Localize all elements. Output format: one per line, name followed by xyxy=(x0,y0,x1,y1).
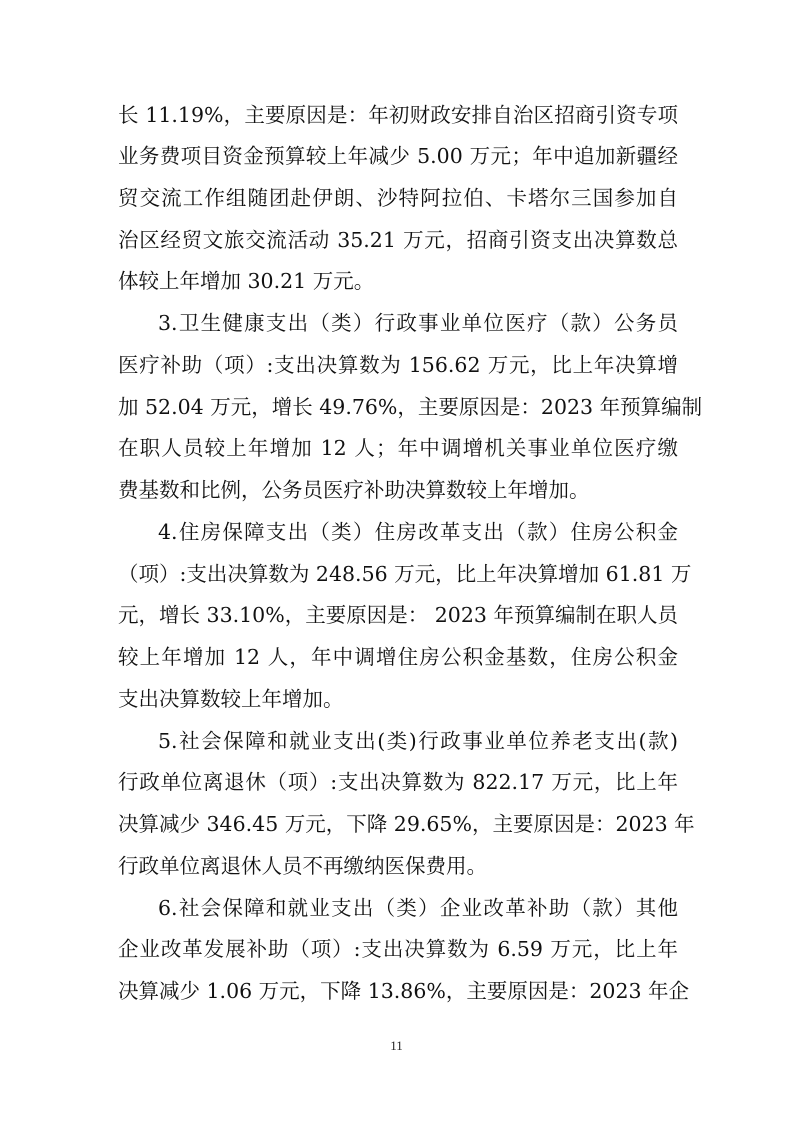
paragraph-3-first-line: 3.卫生健康支出（类）行政事业单位医疗（款）公务员 xyxy=(158,311,678,335)
paragraph-5-first-line: 5.社会保障和就业支出(类)行政事业单位养老支出(款) xyxy=(158,729,678,753)
text-line-15: 支出决算数较上年增加。 xyxy=(118,687,344,711)
text-line-18: 决算减少 346.45 万元，下降 29.65%，主要原因是：2023 年 xyxy=(118,812,695,836)
page-number: 11 xyxy=(390,1038,403,1053)
text-line-5: 体较上年增加 30.21 万元。 xyxy=(118,269,375,293)
text-line-10: 费基数和比例，公务员医疗补助决算数较上年增加。 xyxy=(118,478,590,502)
paragraph-6-first-line: 6.社会保障和就业支出（类）企业改革补助（款）其他 xyxy=(158,896,678,920)
text-line-9: 在职人员较上年增加 12 人；年中调增机关事业单位医疗缴 xyxy=(118,436,678,460)
text-line-14: 较上年增加 12 人，年中调增住房公积金基数，住房公积金 xyxy=(118,645,678,669)
text-line-8: 加 52.04 万元，增长 49.76%，主要原因是：2023 年预算编制 xyxy=(118,395,703,419)
text-line-19: 行政单位离退休人员不再缴纳医保费用。 xyxy=(118,854,487,878)
paragraph-4-first-line: 4.住房保障支出（类）住房改革支出（款）住房公积金 xyxy=(158,520,678,544)
text-line-4: 治区经贸文旅交流活动 35.21 万元，招商引资支出决算数总 xyxy=(118,228,678,252)
text-line-13: 元，增长 33.10%，主要原因是： 2023 年预算编制在职人员 xyxy=(118,603,678,627)
text-line-12: （项）:支出决算数为 248.56 万元，比上年决算增加 61.81 万 xyxy=(118,562,692,586)
text-line-3: 贸交流工作组随团赴伊朗、沙特阿拉伯、卡塔尔三国参加自 xyxy=(118,186,678,210)
text-line-7: 医疗补助（项）:支出决算数为 156.62 万元，比上年决算增 xyxy=(118,353,678,377)
text-line-21: 企业改革发展补助（项）:支出决算数为 6.59 万元，比上年 xyxy=(118,937,678,961)
text-line-1: 长 11.19%，主要原因是：年初财政安排自治区招商引资专项 xyxy=(118,103,678,127)
text-line-22: 决算减少 1.06 万元，下降 13.86%，主要原因是：2023 年企 xyxy=(118,979,690,1003)
text-line-17: 行政单位离退休（项）:支出决算数为 822.17 万元，比上年 xyxy=(118,770,678,794)
text-line-2: 业务费项目资金预算较上年减少 5.00 万元；年中追加新疆经 xyxy=(118,144,678,168)
